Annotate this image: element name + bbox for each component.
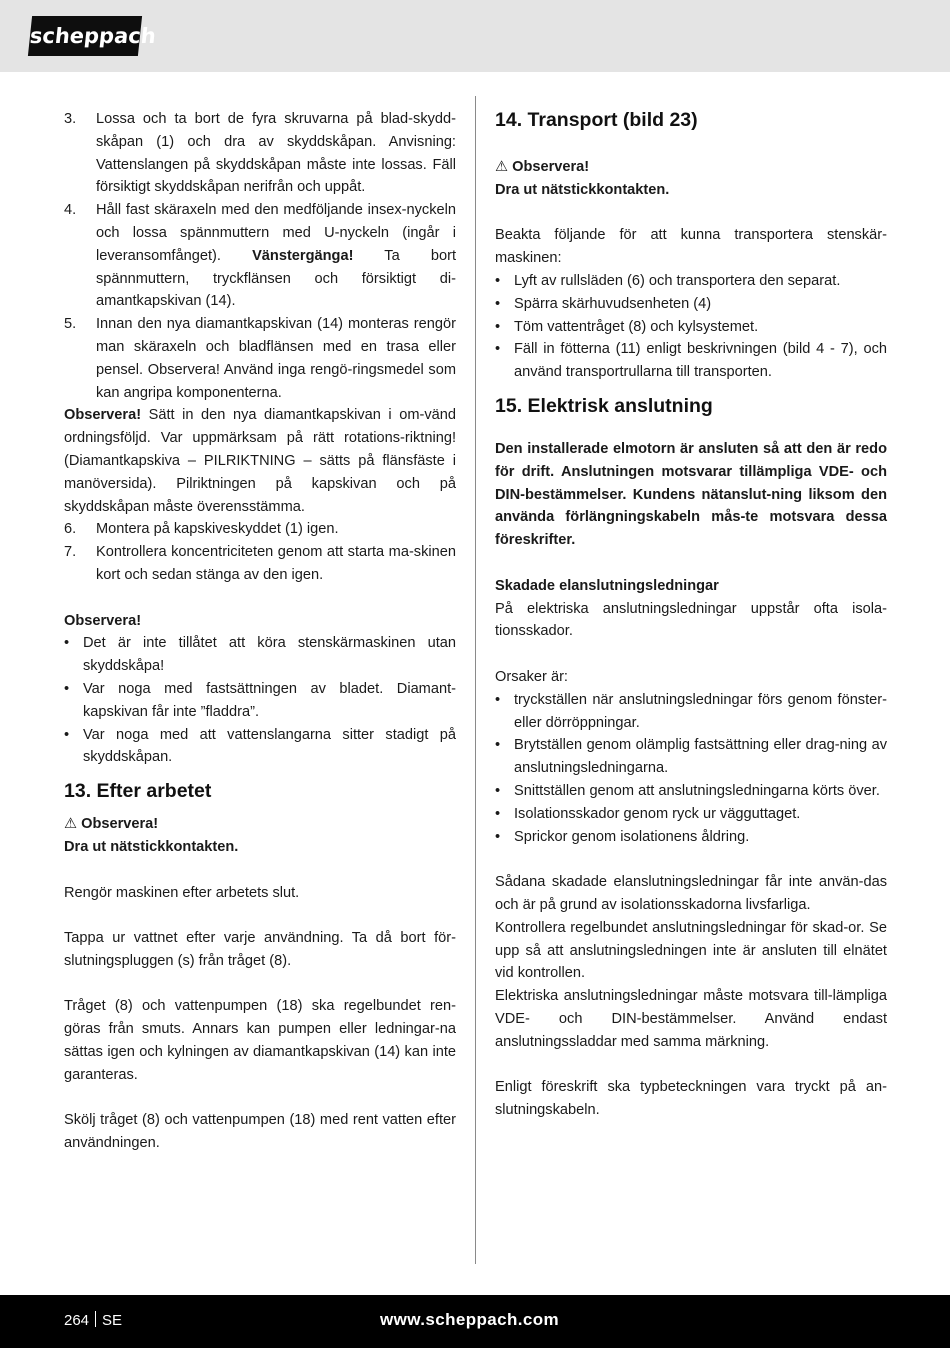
warning-label xyxy=(495,156,887,179)
paragraph: Sådana skadade elanslutningsledningar får inte använ-das och är på grund av isolationsskadorna livsfarliga. xyxy=(495,874,887,913)
column-divider xyxy=(475,96,476,1264)
paragraph: Enligt föreskrift ska typbeteckningen vara tryckt på an-slutningskabeln. xyxy=(495,1079,887,1119)
step-text xyxy=(96,199,456,313)
note-paragraph xyxy=(64,404,456,518)
brand-logo: scheppach xyxy=(28,16,142,56)
list-item: • Sprickor genom isolationens åldring. xyxy=(495,826,887,849)
section-13-title: 13. Efter arbetet xyxy=(64,780,212,803)
warning-label-text: Observera! xyxy=(512,159,590,175)
section-15-title: 15. Elektrisk anslutning xyxy=(495,394,713,417)
step-number: 6. xyxy=(64,521,77,538)
list-item: • Töm vattentråget (8) och kylsystemet. xyxy=(495,316,887,339)
page-footer xyxy=(0,1295,950,1348)
list-item: • Isolationsskador genom ryck ur vägguttaget. xyxy=(495,803,887,826)
right-column xyxy=(495,108,887,1122)
page-indicator xyxy=(64,1310,122,1332)
list-item: • Var noga med att vattenslangarna sitter stadigt på skyddskåpan. xyxy=(64,724,456,770)
step-4 xyxy=(64,199,456,313)
paragraph: På elektriska anslutningsledningar uppstår ofta isola-tionsskador. xyxy=(495,600,887,640)
paragraph: Skölj tråget (8) och vattenpumpen (18) med rent vatten efter användningen. xyxy=(64,1112,456,1152)
warning-icon: ⚠ xyxy=(64,816,78,833)
paragraph: Tappa ur vattnet efter varje användning. Ta då bort för-slutningspluggen (s) från tråget (8). xyxy=(64,930,456,969)
paragraph: Kontrollera regelbundet anslutningsledningar för skad-or. Se upp så att anslutningsledningen inte är ansluten till elnätet vid kontrollen. xyxy=(495,919,887,982)
step-text-bold: Vänstergänga! xyxy=(252,247,354,264)
transport-list xyxy=(495,270,887,384)
page-number: 264 xyxy=(64,1312,90,1329)
list-item: • Lyft av rullsläden (6) och transportera den separat. xyxy=(495,270,887,293)
note-text: Sätt in den nya diamantkapskivan i om-vänd ordningsföljd. Var uppmärksam på rätt rotations-riktning! (Diamantkapskiva – PILRIKTNING – sätts på flänsfäste i manöversida). Pilriktningen på kapskivan och på skyddskåpan måste överensstämma. xyxy=(64,407,456,515)
warning-icon: ⚠ xyxy=(495,159,509,175)
paragraph: Elektriska anslutningsledningar måste motsvara till-lämpliga VDE- och DIN-bestämmelser. Använd endast anslutningssladdar med samma märkning. xyxy=(495,988,887,1050)
step-number: 4. xyxy=(64,202,77,219)
causes-heading: Orsaker är: xyxy=(495,668,568,685)
warning-label-text: Observera! xyxy=(81,816,159,833)
list-item: • Snittställen genom att anslutningsledningarna körts över. xyxy=(495,780,887,803)
connection-paragraph: Den installerade elmotorn är ansluten så att den är redo för drift. Anslutningen motsvarar tillämpliga VDE- och DIN-bestämmelser. Kundens nätanslut-ning liksom den använda förlängningskabeln mås-te motsvara dessa föreskrifter. xyxy=(495,440,887,549)
page-header xyxy=(0,0,950,72)
step-number: 3. xyxy=(64,111,77,127)
step-text-post: Ta bort spännmuttern, tryckflänsen och försiktigt di-amantkapskivan (14). xyxy=(96,247,456,310)
warning-text: Dra ut nätstickkontakten. xyxy=(495,181,670,198)
paragraph: Rengör maskinen efter arbetets slut. xyxy=(64,884,300,901)
step-text: Montera på kapskiveskyddet (1) igen. xyxy=(96,521,339,538)
step-number: 7. xyxy=(64,544,77,561)
step-text: Innan den nya diamantkapskivan (14) monteras rengör man skäraxeln och bladflänsen med en trasa eller pensel. Observera! Använd inga rengö-ringsmedel som kan angripa komponenterna. xyxy=(96,316,456,401)
step-text: Kontrollera koncentriciteten genom att starta ma-skinen kort och sedan stänga av den igen. xyxy=(96,544,456,583)
list-item: • tryckställen när anslutningsledningar förs genom fönster- eller dörröppningar. xyxy=(495,689,887,735)
warning-text: Dra ut nätstickkontakten. xyxy=(64,838,239,855)
warning-label xyxy=(64,813,456,836)
step-number: 5. xyxy=(64,316,77,333)
list-item: • Brytställen genom olämplig fastsättning eller drag-ning av anslutningsledningarna. xyxy=(495,734,887,780)
causes-list xyxy=(495,689,887,849)
step-text: Lossa och ta bort de fyra skruvarna på blad-skydd-skåpan (1) och dra av skyddskåpan. Anvisning: Vattenslangen på skyddskåpan måste inte lossas. Fäll försiktigt skyddskåpan nerifrån och uppåt. xyxy=(96,111,456,196)
website-link[interactable]: www.scheppach.com xyxy=(380,1310,560,1329)
list-item: • Var noga med fastsättningen av bladet. Diamant-kapskivan får inte ”fladdra”. xyxy=(64,678,456,724)
paragraph: Tråget (8) och vattenpumpen (18) ska regelbundet ren-göras från smuts. Annars kan pumpen eller ledningar-na sättas igen och kylningen av diamantkapskivan (14) kan inte garanteras. xyxy=(64,998,456,1083)
list-item: • Fäll in fötterna (11) enligt beskrivningen (bild 4 - 7), och använd transportrullarna till transporten. xyxy=(495,338,887,384)
language-code: SE xyxy=(102,1312,123,1329)
observe-list xyxy=(64,632,456,769)
step-7 xyxy=(64,541,456,587)
observe-heading: Observera! xyxy=(64,612,142,629)
list-item: • Spärra skärhuvudsenheten (4) xyxy=(495,293,887,316)
step-text-pre: Håll fast skäraxeln med den medföljande insex-nyckeln och lossa spännmuttern med U-nyckeln (ingår i leveransomfånget). xyxy=(96,202,456,264)
transport-intro: Beakta följande för att kunna transportera stenskär-maskinen: xyxy=(495,227,887,267)
step-5 xyxy=(64,313,456,404)
section-14-title: 14. Transport (bild 23) xyxy=(495,109,698,131)
list-item: • Det är inte tillåtet att köra stenskärmaskinen utan skyddskåpa! xyxy=(64,632,456,678)
damaged-heading: Skadade elanslutningsledningar xyxy=(495,577,719,594)
page-separator xyxy=(95,1311,96,1327)
note-label: Observera! xyxy=(64,407,142,424)
step-6 xyxy=(64,518,456,541)
left-column xyxy=(64,108,456,1155)
step-3 xyxy=(64,108,456,199)
